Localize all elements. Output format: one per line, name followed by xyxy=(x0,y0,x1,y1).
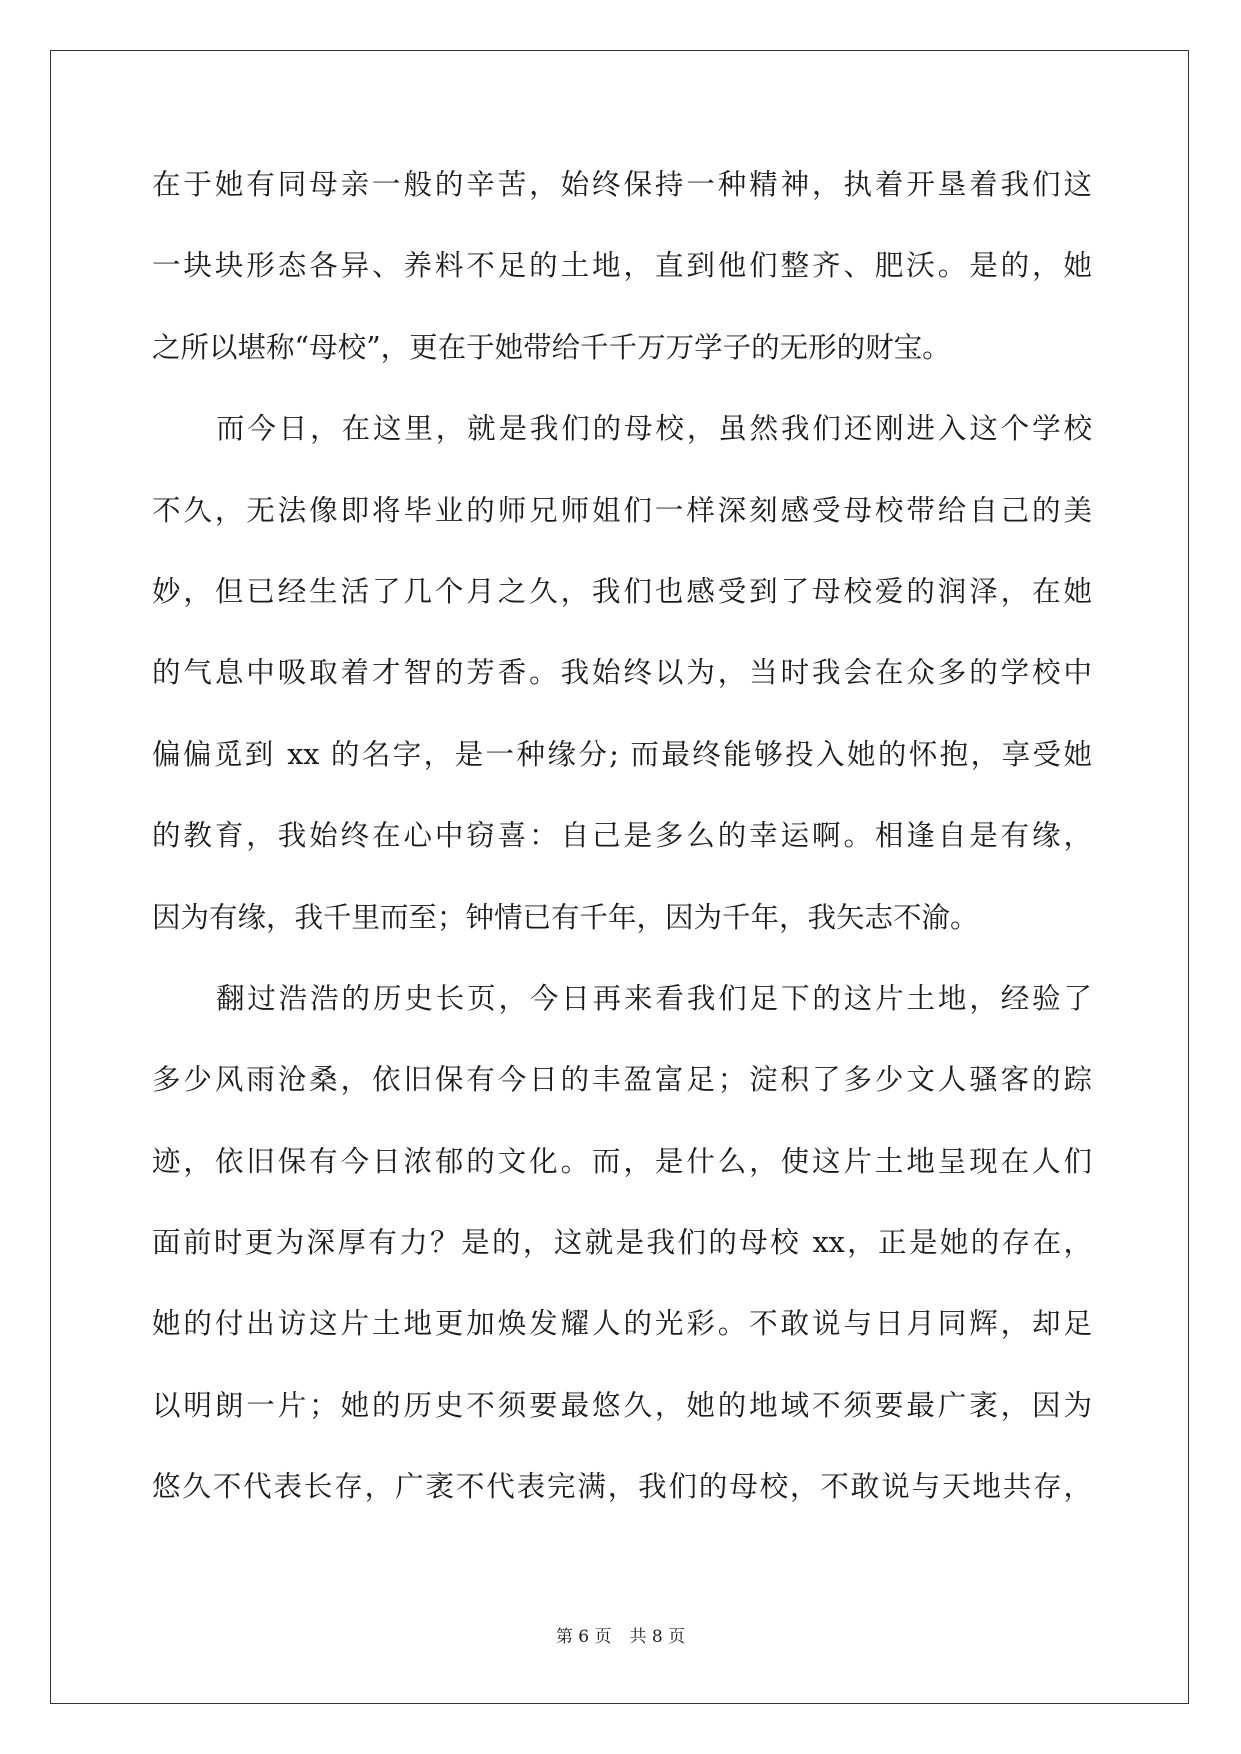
page-total: 共 8 页 xyxy=(629,1627,686,1647)
paragraph-line: 一块块形态各异、养料不足的土地，直到他们整齐、肥沃。是的，她 xyxy=(152,249,1092,283)
paragraph-line: 迹，依旧保有今日浓郁的文化。而，是什么，使这片土地呈现在人们 xyxy=(152,1144,1092,1178)
paragraph-line: 多少风雨沧桑，依旧保有今日的丰盈富足；淀积了多少文人骚客的踪 xyxy=(152,1063,1092,1097)
paragraph-line: 之所以堪称“母校”，更在于她带给千千万万学子的无形的财宝。 xyxy=(152,330,951,364)
page-number: 第 6 页 xyxy=(555,1627,612,1647)
paragraph-line: 悠久不代表长存，广袤不代表完满，我们的母校，不敢说与天地共存， xyxy=(152,1470,1092,1504)
paragraph-line: 的气息中吸取着才智的芳香。我始终以为，当时我会在众多的学校中 xyxy=(152,656,1092,690)
paragraph-line: 因为有缘，我千里而至；钟情已有千年，因为千年，我矢志不渝。 xyxy=(152,900,979,934)
paragraph-line: 妙，但已经生活了几个月之久，我们也感受到了母校爱的润泽，在她 xyxy=(152,574,1092,608)
paragraph-first-line: 翻过浩浩的历史长页，今日再来看我们足下的这片土地，经验了 xyxy=(216,981,1092,1015)
paragraph-line: 的教育，我始终在心中窃喜：自己是多么的幸运啊。相逢自是有缘， xyxy=(152,819,1092,853)
paragraph-line: 以明朗一片；她的历史不须要最悠久，她的地域不须要最广袤，因为 xyxy=(152,1388,1092,1422)
paragraph-line: 在于她有同母亲一般的辛苦，始终保持一种精神，执着开垦着我们这 xyxy=(152,168,1092,201)
paragraph-line: 面前时更为深厚有力？是的，这就是我们的母校 xx，正是她的存在， xyxy=(152,1226,1092,1260)
paragraph-first-line: 而今日，在这里，就是我们的母校，虽然我们还刚进入这个学校 xyxy=(216,412,1092,446)
page-footer xyxy=(0,1624,1241,1650)
paragraph-line: 她的付出访这片土地更加焕发耀人的光彩。不敢说与日月同辉，却足 xyxy=(152,1307,1092,1341)
paragraph-line: 不久，无法像即将毕业的师兄师姐们一样深刻感受母校带给自己的美 xyxy=(152,493,1092,527)
paragraph-line: 偏偏觅到 xx 的名字，是一种缘分; 而最终能够投入她的怀抱，享受她 xyxy=(152,737,1092,771)
document-body xyxy=(152,160,1092,1544)
